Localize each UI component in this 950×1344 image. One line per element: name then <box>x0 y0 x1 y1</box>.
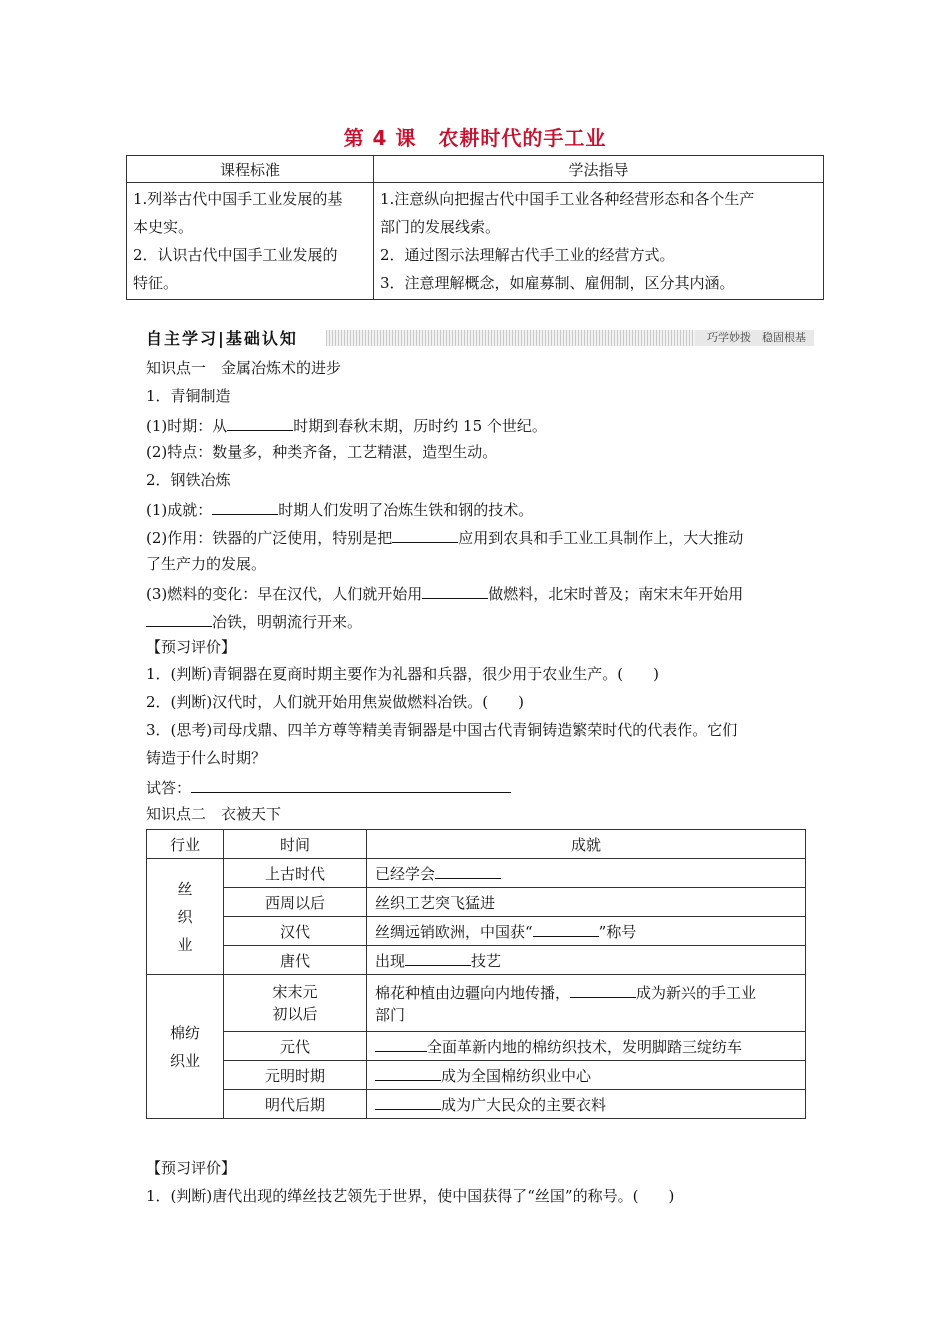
header-course-standard: 课程标准 <box>127 156 374 183</box>
industry-silk: 丝 织 业 <box>147 859 224 975</box>
fill-blank[interactable] <box>375 1093 441 1110</box>
standard-line: 本史实。 <box>133 218 194 236</box>
iron-effect: (2)作用：铁器的广泛使用，特别是把 应用到农具和手工业工具制作上，大大推动 <box>146 526 743 548</box>
banner-title: 自主学习|基础认知 <box>146 328 304 350</box>
guide-line: 2．通过图示法理解古代手工业的经营方式。 <box>380 246 675 264</box>
banner-tag: 巧学妙拨 稳固根基 <box>695 330 814 346</box>
guide-line: 3．注意理解概念，如雇募制、雇佣制，区分其内涵。 <box>380 274 735 292</box>
industry-cotton: 棉纺 织业 <box>147 975 224 1119</box>
guide-line: 部门的发展线索。 <box>380 218 501 236</box>
achievement-cell: 丝织工艺突飞猛进 <box>367 888 806 917</box>
fill-blank[interactable] <box>435 862 501 879</box>
achievement-cell: 已经学会 <box>367 859 806 888</box>
textile-table <box>146 829 806 1119</box>
preview-question-1: 1．(判断)青铜器在夏商时期主要作为礼器和兵器，很少用于农业生产。( ) <box>146 665 659 683</box>
time-cell: 上古时代 <box>224 859 367 888</box>
iron-effect-cont: 了生产力的发展。 <box>146 555 267 573</box>
answer-line: 试答： <box>146 776 511 798</box>
standard-line: 2．认识古代中国手工业发展的 <box>133 246 338 264</box>
preview-heading: 【预习评价】 <box>146 638 237 656</box>
time-cell: 唐代 <box>224 946 367 975</box>
course-standard-cell <box>127 183 374 300</box>
guide-line: 1.注意纵向把握古代中国手工业各种经营形态和各个生产 <box>380 190 755 208</box>
time-cell: 宋末元 初以后 <box>224 975 367 1032</box>
subheading-bronze: 1．青铜制造 <box>146 387 231 405</box>
fill-blank[interactable] <box>422 582 488 599</box>
time-cell: 元明时期 <box>224 1061 367 1090</box>
standards-table <box>126 155 824 300</box>
fill-blank[interactable] <box>375 1035 427 1052</box>
achievement-cell: 成为广大民众的主要衣料 <box>367 1090 806 1119</box>
header-industry: 行业 <box>147 830 224 859</box>
lesson-number: 第 4 课 <box>343 126 417 150</box>
fill-blank[interactable] <box>146 610 212 627</box>
preview-heading-2: 【预习评价】 <box>146 1159 237 1177</box>
achievement-cell: 全面革新内地的棉纺织技术，发明脚踏三绽纺车 <box>367 1032 806 1061</box>
lesson-title <box>0 122 950 151</box>
fill-blank[interactable] <box>405 949 471 966</box>
fill-blank[interactable] <box>375 1064 441 1081</box>
header-achievement: 成就 <box>367 830 806 859</box>
header-study-guide: 学法指导 <box>374 156 824 183</box>
standard-line: 1.列举古代中国手工业发展的基 <box>133 190 343 208</box>
section-banner <box>146 328 814 350</box>
study-guide-cell <box>374 183 824 300</box>
fill-blank[interactable] <box>392 526 458 543</box>
time-cell: 汉代 <box>224 917 367 946</box>
fuel-change-cont: 冶铁，明朝流行开来。 <box>146 610 362 632</box>
fill-blank[interactable] <box>227 414 293 431</box>
answer-blank[interactable] <box>191 776 511 793</box>
bronze-features: (2)特点：数量多，种类齐备，工艺精湛，造型生动。 <box>146 443 498 461</box>
fill-blank[interactable] <box>533 920 599 937</box>
fuel-change: (3)燃料的变化：早在汉代，人们就开始用 做燃料，北宋时普及；南宋末年开始用 <box>146 582 743 604</box>
preview-question-3: 3．(思考)司母戊鼎、四羊方尊等精美青铜器是中国古代青铜铸造繁荣时代的代表作。它们 <box>146 721 738 739</box>
bronze-period: (1)时期：从 时期到春秋末期，历时约 15 个世纪。 <box>146 414 547 436</box>
section1-heading: 知识点一 金属冶炼术的进步 <box>146 359 342 377</box>
header-time: 时间 <box>224 830 367 859</box>
section2-heading: 知识点二 衣被天下 <box>146 805 282 823</box>
preview2-question-1: 1．(判断)唐代出现的缂丝技艺领先于世界，使中国获得了“丝国”的称号。( ) <box>146 1187 675 1205</box>
subheading-iron: 2．钢铁冶炼 <box>146 471 231 489</box>
achievement-cell: 出现 技艺 <box>367 946 806 975</box>
achievement-cell: 成为全国棉纺织业中心 <box>367 1061 806 1090</box>
fill-blank[interactable] <box>570 981 636 998</box>
time-cell: 元代 <box>224 1032 367 1061</box>
achievement-cell: 棉花种植由边疆向内地传播， 成为新兴的手工业 部门 <box>367 975 806 1032</box>
fill-blank[interactable] <box>212 498 278 515</box>
preview-question-3-cont: 铸造于什么时期？ <box>146 749 267 767</box>
preview-question-2: 2．(判断)汉代时，人们就开始用焦炭做燃料冶铁。( ) <box>146 693 524 711</box>
achievement-cell: 丝绸远销欧洲，中国获“ ”称号 <box>367 917 806 946</box>
iron-achievement: (1)成就： 时期人们发明了冶炼生铁和钢的技术。 <box>146 498 533 520</box>
lesson-name: 农耕时代的手工业 <box>438 126 607 150</box>
time-cell: 西周以后 <box>224 888 367 917</box>
standard-line: 特征。 <box>133 274 179 292</box>
time-cell: 明代后期 <box>224 1090 367 1119</box>
